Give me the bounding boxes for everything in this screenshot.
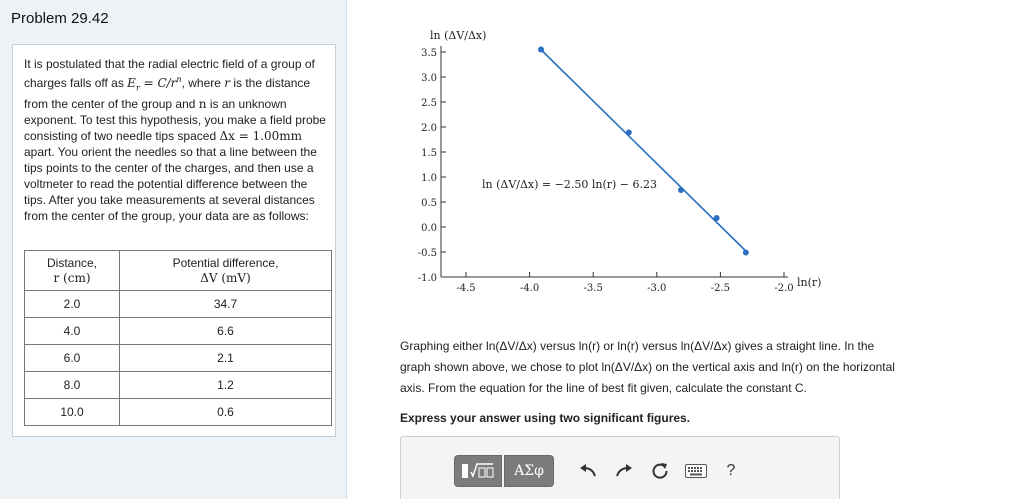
- math-toolbar: [454, 455, 748, 487]
- question-line: Graphing either ln(ΔV/Δx) versus ln(r) or ln(r) versus ln(ΔV/Δx) gives a straight line. In the: [400, 339, 875, 353]
- spacing-value: Δx = 1.00mm: [219, 129, 303, 144]
- table-row: [25, 399, 332, 426]
- template-icon: [461, 461, 495, 481]
- instruction-text: Express your answer using two significant figures.: [400, 411, 691, 425]
- undo-button[interactable]: [570, 455, 606, 487]
- graph-area: [400, 20, 830, 305]
- table-header-distance: Distance, r (cm): [25, 251, 120, 291]
- table-cell: 4.0: [25, 318, 120, 345]
- question-text: [400, 336, 1000, 399]
- redo-icon: [615, 463, 633, 479]
- x-tick-label: -3.5: [583, 283, 603, 294]
- data-point: [626, 130, 632, 136]
- table-cell: 2.0: [25, 291, 120, 318]
- x-tick-label: -3.0: [647, 283, 667, 294]
- fit-equation-label: ln (ΔV/Δx) = −2.50 ln(r) − 6.23: [482, 178, 657, 191]
- y-tick-label: 3.5: [421, 48, 437, 59]
- problem-text: It is postulated that the radial electric field of a group of charges falls off as $E_r = C/r^n$, where r is the distance from the center of the group and n is an unknown exponent. To test this hypothesis, you make a field probe consisting of two needle tips spaced Δx = 1.00mm apart. You orient the needles so that a line between the tips points to the center of the charges, and then use a voltmeter to read the potential difference between the tips. After you take measurements at several distances from the center of the group, your data are as follows:: [24, 57, 326, 224]
- problem-statement-box: [12, 44, 336, 437]
- y-tick-label: 1.0: [421, 173, 437, 184]
- symbols-button[interactable]: ΑΣφ: [504, 455, 554, 487]
- question-line: graph shown above, we chose to plot ln(ΔV/Δx) on the vertical axis and ln(r) on the horizontal: [400, 360, 895, 374]
- help-button[interactable]: [714, 455, 748, 487]
- y-tick-label: 3.0: [421, 73, 437, 84]
- problem-title: Problem 29.42: [11, 10, 109, 27]
- help-icon: ?: [726, 462, 736, 479]
- table-row: [25, 345, 332, 372]
- data-table: [24, 250, 332, 426]
- x-tick-label: -2.5: [710, 283, 731, 294]
- table-cell: 8.0: [25, 372, 120, 399]
- table-row: [25, 291, 332, 318]
- reset-icon: [651, 462, 669, 480]
- field-equation: $E_r = C/r^n$: [127, 75, 182, 93]
- table-cell: 34.7: [120, 291, 332, 318]
- table-cell: 10.0: [25, 399, 120, 426]
- y-tick-label: 2.5: [421, 98, 437, 109]
- best-fit-line: [541, 50, 746, 251]
- y-tick-label: 2.0: [421, 123, 437, 134]
- data-point: [678, 187, 684, 193]
- x-axis-title: ln(r): [797, 276, 822, 289]
- table-cell: 1.2: [120, 372, 332, 399]
- problem-panel: [0, 0, 347, 499]
- data-point: [743, 250, 749, 256]
- y-tick-label: 1.5: [421, 148, 437, 159]
- log-log-graph: [400, 20, 830, 305]
- x-tick-label: -4.0: [519, 283, 540, 294]
- keyboard-button[interactable]: [678, 455, 714, 487]
- redo-button[interactable]: [606, 455, 642, 487]
- table-header-row: [25, 251, 332, 291]
- table-header-potential: Potential difference, ΔV (mV): [120, 251, 332, 291]
- answer-box[interactable]: [400, 436, 840, 499]
- x-tick-label: -4.5: [456, 283, 476, 294]
- y-tick-label: 0.5: [421, 198, 437, 209]
- keyboard-icon: [685, 464, 707, 478]
- x-tick-label: -2.0: [774, 283, 794, 294]
- undo-icon: [579, 463, 597, 479]
- table-row: [25, 318, 332, 345]
- y-tick-label: 0.0: [421, 223, 437, 234]
- template-button[interactable]: [454, 455, 502, 487]
- y-tick-label: -1.0: [417, 273, 437, 284]
- y-axis-title: ln (ΔV/Δx): [430, 29, 487, 42]
- table-cell: 6.6: [120, 318, 332, 345]
- question-line: axis. From the equation for the line of best fit given, calculate the constant C.: [400, 381, 807, 395]
- table-cell: 2.1: [120, 345, 332, 372]
- y-tick-label: -0.5: [417, 248, 437, 259]
- table-cell: 0.6: [120, 399, 332, 426]
- reset-button[interactable]: [642, 455, 678, 487]
- data-point: [714, 215, 720, 221]
- data-point: [538, 47, 544, 53]
- table-cell: 6.0: [25, 345, 120, 372]
- table-row: [25, 372, 332, 399]
